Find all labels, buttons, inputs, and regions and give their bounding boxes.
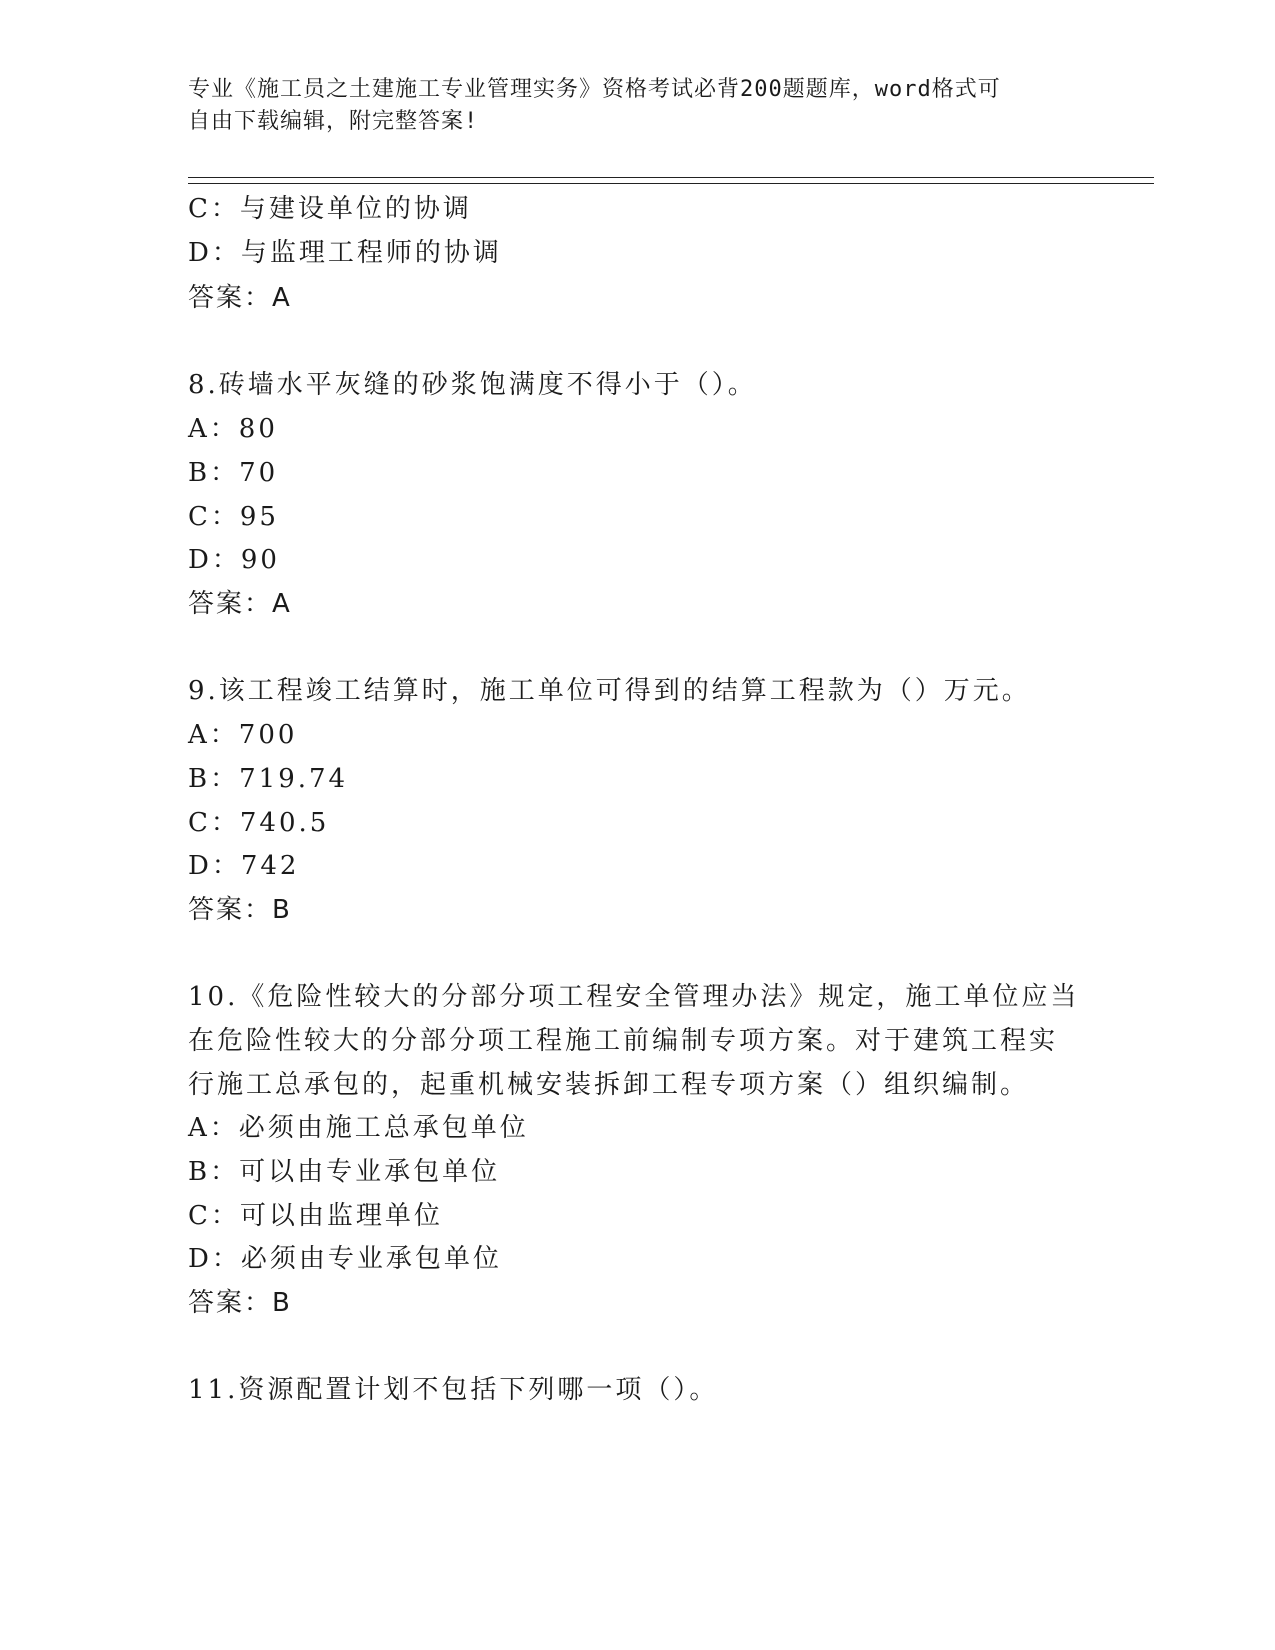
document-header: [188, 74, 1068, 138]
option-d: D：90: [188, 545, 280, 575]
option-c: C：可以由监理单位: [188, 1201, 443, 1231]
header-title-line-2: 自由下载编辑，附完整答案!: [188, 109, 479, 134]
option-d: D：与监理工程师的协调: [188, 238, 502, 268]
option-b: B：可以由专业承包单位: [188, 1157, 501, 1187]
option-c: C：与建设单位的协调: [188, 194, 472, 224]
option-a: A：80: [188, 414, 278, 444]
question-stem-line-1: 10.《危险性较大的分部分项工程安全管理办法》规定，施工单位应当: [188, 982, 1080, 1012]
option-b: B：70: [188, 458, 279, 488]
question-stem: 8.砖墙水平灰缝的砂浆饱满度不得小于（）。: [188, 370, 757, 400]
answer-line: 答案：A: [188, 589, 292, 619]
option-c: C：95: [188, 502, 279, 532]
header-title-line-1: 专业《施工员之土建施工专业管理实务》资格考试必背200题题库，word格式可: [188, 77, 1001, 102]
question-stem: 9.该工程竣工结算时，施工单位可得到的结算工程款为（）万元。: [188, 676, 1031, 706]
option-a: A：必须由施工总承包单位: [188, 1113, 529, 1143]
option-c: C：740.5: [188, 808, 330, 838]
header-divider-bottom: [188, 183, 1154, 184]
header-divider-top: [188, 177, 1154, 178]
question-stem-line-3: 行施工总承包的，起重机械安装拆卸工程专项方案（）组织编制。: [188, 1070, 1030, 1100]
option-d: D：必须由专业承包单位: [188, 1244, 502, 1274]
option-b: B：719.74: [188, 764, 349, 794]
option-a: A：700: [188, 720, 298, 750]
option-d: D：742: [188, 851, 300, 881]
answer-line: 答案：A: [188, 283, 292, 313]
question-stem: 11.资源配置计划不包括下列哪一项（）。: [188, 1375, 719, 1405]
answer-line: 答案：B: [188, 895, 292, 925]
question-stem-line-2: 在危险性较大的分部分项工程施工前编制专项方案。对于建筑工程实: [188, 1026, 1059, 1056]
answer-line: 答案：B: [188, 1288, 292, 1318]
